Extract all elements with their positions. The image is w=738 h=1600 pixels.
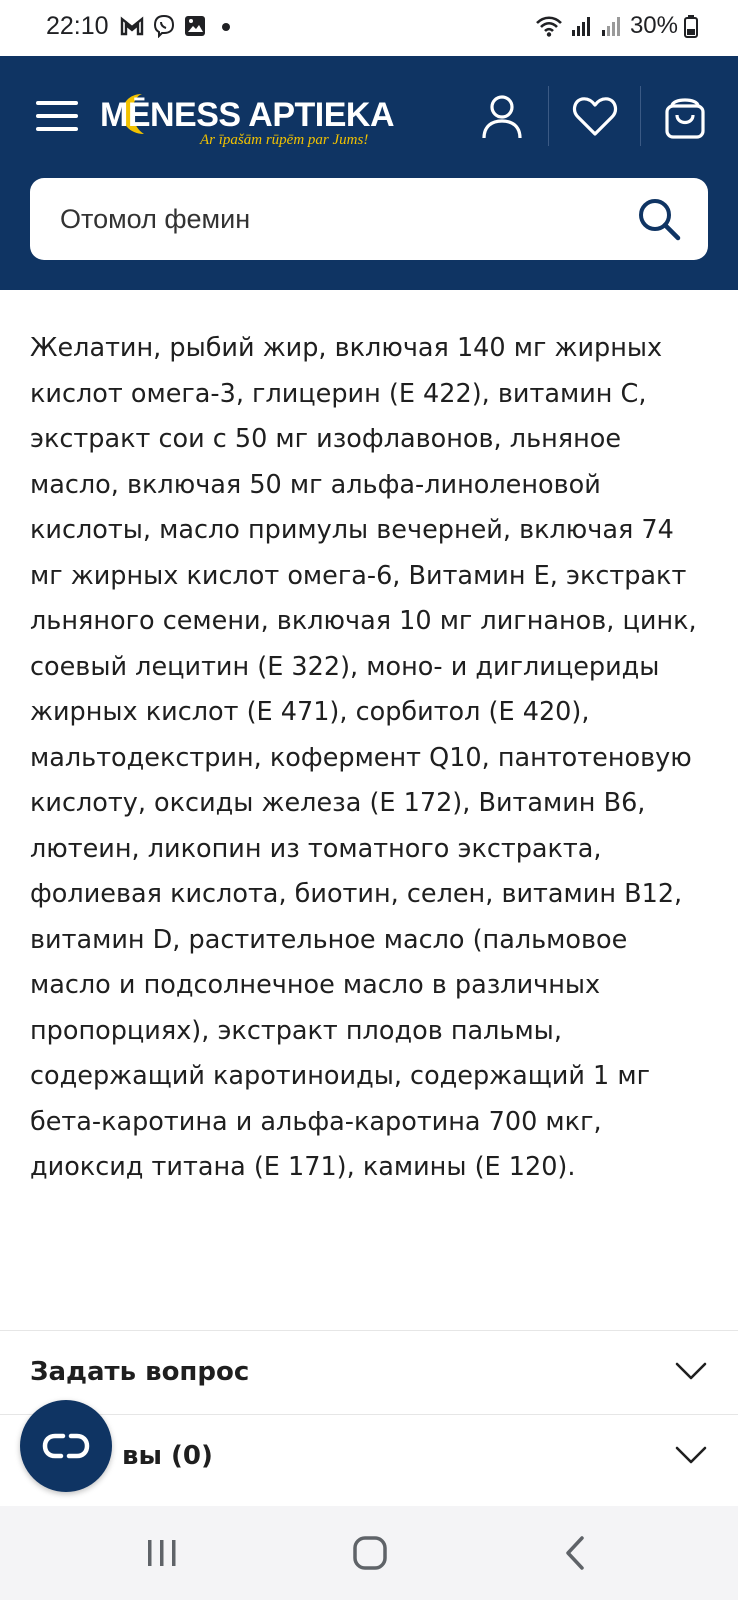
menu-button[interactable]	[34, 98, 80, 134]
chevron-down-icon	[674, 1443, 708, 1467]
gallery-icon	[184, 15, 206, 37]
chat-icon	[41, 1430, 91, 1462]
chat-button[interactable]	[20, 1400, 112, 1492]
recent-apps-button[interactable]	[132, 1528, 192, 1578]
home-icon	[340, 1528, 400, 1578]
home-button[interactable]	[340, 1528, 400, 1578]
search-input[interactable]	[60, 178, 620, 260]
header-divider	[548, 86, 549, 146]
heart-icon	[572, 94, 618, 140]
accordion-ask-question[interactable]	[0, 1330, 738, 1414]
recent-apps-icon	[132, 1528, 192, 1578]
hamburger-icon	[34, 98, 80, 134]
battery-percent: 30%	[629, 12, 678, 39]
cart-button[interactable]	[664, 94, 708, 140]
chevron-down-icon	[674, 1359, 708, 1383]
product-ingredients: Желатин, рыбий жир, включая 140 мг жирных кислот омега-3, глицерин (E 422), витамин C, экстракт сои с 50 мг изофлавонов, льняное масло, включая 50 мг альфа-линоленовой кислоты, масло примулы вечерней, включая 74 мг жирных кислот омега-6, Витамин E, экстракт льняного семени, включая 10 мг лигнанов, цинк, соевый лецитин (E 322), моно- и диглицериды жирных кислот (E 471), сорбитол (E 420), мальтодекстрин, кофермент Q10, пантотеновую кислоту, оксиды железа (E 172), Витамин B6, лютеин, ликопин из томатного экстракта, фолиевая кислота, биотин, селен, витамин B12, витамин D, растительное масло (пальмовое масло и подсолнечное масло в различных пропорциях), экстракт плодов пальмы, содержащий каротиноиды, содержащий 1 мг бета-каротина и альфа-каротина 700 мкг, диоксид титана (E 171), камины (E 120).	[30, 333, 697, 1182]
search-bar	[30, 178, 708, 260]
status-bar	[0, 0, 738, 56]
system-icons	[534, 12, 698, 40]
battery-icon	[684, 14, 698, 38]
notification-icons	[120, 14, 234, 38]
logo-tagline: Ar īpašām rūpēm par Jums!	[200, 132, 369, 148]
signal-icon	[600, 14, 624, 38]
account-button[interactable]	[480, 94, 524, 140]
back-button[interactable]	[546, 1528, 606, 1578]
back-icon	[546, 1528, 606, 1578]
wishlist-button[interactable]	[572, 94, 616, 140]
site-header	[0, 56, 738, 290]
site-logo[interactable]	[100, 96, 400, 156]
wifi-icon	[534, 14, 564, 38]
user-icon	[480, 94, 524, 140]
gmail-icon	[120, 16, 144, 36]
header-divider	[640, 86, 641, 146]
signal-r-icon	[570, 14, 594, 38]
system-nav-bar	[0, 1506, 738, 1600]
viber-icon	[152, 14, 176, 38]
status-time: 22:10	[46, 12, 109, 40]
search-icon	[636, 196, 682, 242]
search-button[interactable]	[636, 196, 682, 242]
shopping-bag-icon	[664, 94, 706, 140]
accordion-label: вы (0)	[122, 1441, 213, 1471]
accordion-label: Задать вопрос	[30, 1357, 250, 1387]
logo-text: MĒNESS APTIEKA	[100, 96, 395, 134]
dot-icon	[214, 16, 234, 36]
